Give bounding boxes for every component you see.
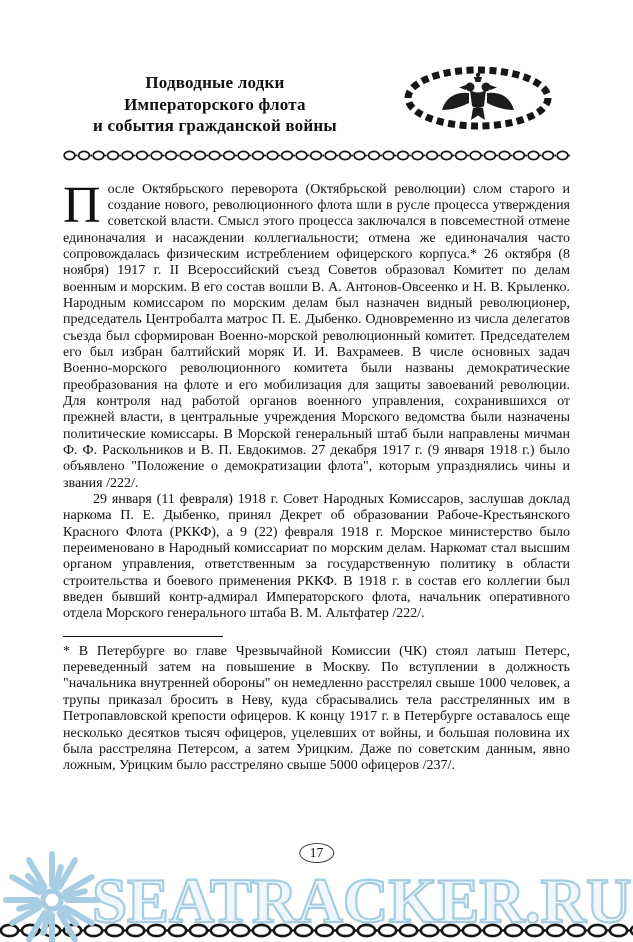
title-line: Подводные лодки bbox=[145, 73, 285, 92]
body-text bbox=[0, 176, 633, 775]
footnote-rule bbox=[63, 636, 223, 637]
page-number: 17 bbox=[299, 843, 335, 863]
footnote-text: * В Петербурге во главе Чрезвычайной Комиссии (ЧК) стоял латыш Петерс, переведенный затем на повышение в Москву. По вступлении в должность "начальника внутренней обороны" он немедленно расстрелял свыше 1000 человек, а трупы приказал бросить в Неву, куда сбрасывались тела расстрелянных им в Петропавловской крепости офицеров. К концу 1917 г. в Петербурге оставалось еще несколько десятков тысяч офицеров, уцелевших от войны, и большая половина их была расстреляна Петерсом, а затем Урицким. Даже по советским данным, явно ложным, Урицким было расстреляно свыше 5000 офицеров /237/. bbox=[63, 643, 570, 774]
chain-divider bbox=[0, 149, 633, 162]
title-line: и события гражданской войны bbox=[93, 116, 337, 135]
page-header bbox=[0, 64, 633, 137]
page-title bbox=[93, 64, 337, 137]
watermark-text: SEATRACKER.RU bbox=[92, 866, 632, 936]
double-eagle-icon bbox=[442, 73, 514, 120]
bottom-chain-border bbox=[0, 922, 633, 939]
drop-cap: П bbox=[63, 176, 101, 234]
imperial-eagle-emblem bbox=[402, 60, 554, 136]
title-line: Императорского флота bbox=[124, 94, 306, 114]
paragraph-2: 29 января (11 февраля) 1918 г. Совет Народных Комиссаров, заслушав доклад наркома П. Е. Дыбенко, принял Декрет об образовании Рабоче-Крестьянского Красного Флота (РККФ), а 9 (22) февраля 1918 г. Морское министерство было переименовано в Народный комиссариат по морским делам. Наркомат стал высшим органом управления, ответственным за государственную политику в области строительства и боевого применения РККФ. В 1918 г. в состав его коллегии был введен бывший контр-адмирал Императорского флота, начальник оперативного отдела Морского генерального штаба В. М. Альтфатер /222/. bbox=[63, 492, 570, 622]
paragraph-1 bbox=[63, 176, 570, 493]
paragraph-1-text: осле Октябрьского переворота (Октябрьской революции) слом старого и создание нового, революционного флота шли в русле процесса утверждения советской власти. Смысл этого процесса заключался в повсеместной отмене единоначалия и насаждении коллегиальности; отмена же единоначалия часто сопровождалась физическим истреблением офицерского корпуса.* 26 октября (8 ноября) 1917 г. II Всероссийский съезд Советов образовал Комитет по делам военным и морским. В его состав вошли В. А. Антонов-Овсеенко и Н. В. Крыленко. Народным комиссаром по морским делам был назначен видный революционер, председатель Центробалта матрос П. Е. Дыбенко. Одновременно из числа делегатов съезда был сформирован Военно-морской революционный комитет. Председателем его был избран балтийский моряк И. И. Вахрамеев. В числе основных задач Военно-морского революционного комитета были названы демократические преобразования на флоте и его мобилизация для защиты завоеваний революции. Для контроля над работой органов военного управления, сохранившихся от прежней власти, в центральные учреждения Морского ведомства были назначены политические комиссары. В Морской генеральный штаб были направлены мичман Ф. Ф. Раскольников и В. П. Евдокимов. 27 декабря 1917 г. (9 января 1918 г.) было объявлено "Положение о демократизации флота", которым упразднялись чины и звания /222/. bbox=[63, 181, 570, 491]
